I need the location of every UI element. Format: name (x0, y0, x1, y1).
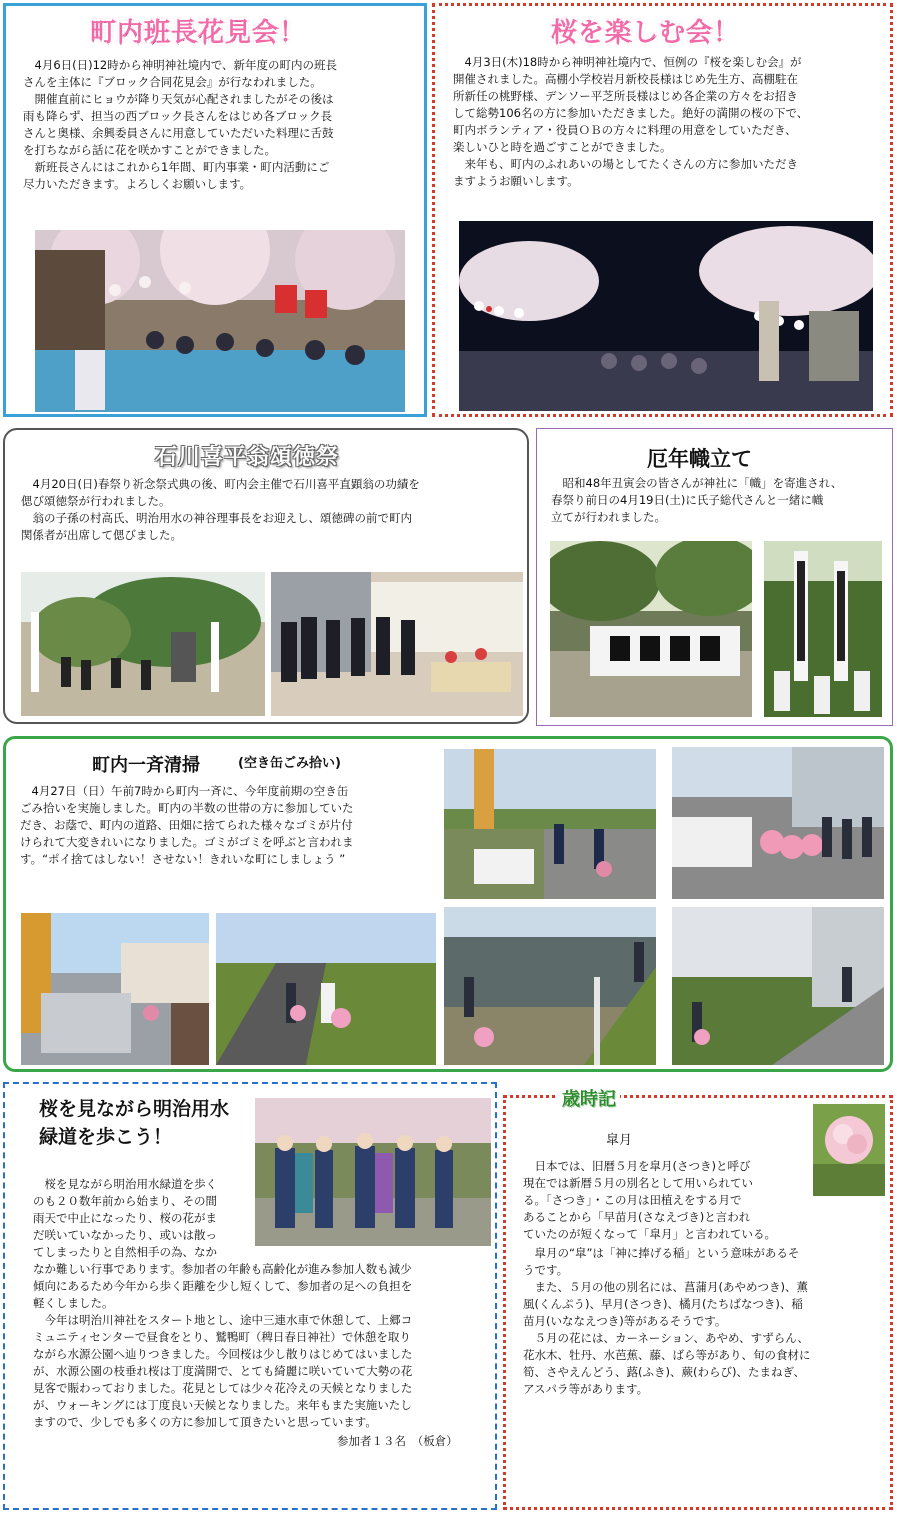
walk-title-line1: 桜を見ながら明治用水 (39, 1098, 230, 1120)
cleanup-photo-1 (444, 749, 656, 899)
hanami-section (3, 3, 427, 417)
saijiki-body-narrow: 日本では、旧暦５月を皐月(さつき)と呼び 現在では新暦５月の別名として用いられてい る。「さつき」・この月は田植えをする月で あることから「早苗月(さなえづき)と言われ ていたのが短くなって「皐月」と言われている。 (523, 1159, 776, 1241)
cleanup-section (3, 736, 893, 1072)
walk-title-line2: 緑道を歩こう！ (39, 1126, 173, 1148)
hanami-photo (35, 230, 405, 412)
saijiki-subtitle: 皐月 (606, 1133, 633, 1148)
ishikawa-section (3, 428, 529, 724)
saijiki-title: 歳時記 (558, 1085, 620, 1111)
carnation-photo (813, 1104, 885, 1196)
sakura-body: 4月3日(木)18時から神明神社境内で、恒例の『桜を楽しむ会』が 開催されました。高棚小学校岩月新校長様はじめ先生方、高棚駐在 所新任の桃野様、デンソー平芝所長様はじめ各企業の方々をお招き して総勢106名の方に参加いただきました。絶好の満開の桜の下で、 町内ボランティア・役員ＯＢの方々に料理の用意をしていただき、 楽しいひと時を過ごすことができました。 来年も、町内のふれあいの場としてたくさんの方に参加いただき ますようお願いします。 (453, 55, 809, 188)
sakura-section (432, 3, 893, 417)
cleanup-body: 4月27日（日）午前7時から町内一斉に、今年度前期の空き缶 ごみ拾いを実施しました。町内の半数の世帯の方に参加していた だき、お蔭で、町内の道路、田畑に捨てられた様々なゴミが片付 けられて大変きれいになりました。ゴミがゴミを呼ぶと言われま す。“ポイ捨てはしない！させない！きれいな町にしましょう ” (20, 784, 354, 866)
yakudoshi-photo-1 (550, 541, 752, 717)
ishikawa-photo-1 (21, 572, 265, 716)
walk-signature: 参加者１３名 （板倉） (337, 1434, 458, 1448)
yakudoshi-section (536, 428, 893, 726)
ishikawa-photo-2 (271, 572, 523, 716)
sakura-title: 桜を楽しむ会！ (551, 18, 741, 48)
sakura-photo (459, 221, 873, 411)
ishikawa-body: 4月20日(日)春祭り祈念祭式典の後、町内会主催で石川喜平直顕翁の功績を 偲び頌徳祭が行われました。 翁の子孫の村高氏、明治用水の神谷理事長をお迎えし、頌徳碑の前で町内 関係者が出席して偲びました。 (21, 477, 420, 542)
saijiki-body-wide: 皐月の“皐”は「神に捧げる稲」という意味があるそ うです。 また、５月の他の別名には、菖蒲月(あやめつき)、薫 風(くんぷう)、早月(さつき)、橘月(たちばなつき)、稲 苗月(いななえつき)等があるそうです。 ５月の花には、カーネーション、あやめ、すずらん、 花水木、牡丹、水芭蕉、藤、ばら等があり、旬の食材に 筍、さやえんどう、蕗(ふき)、蕨(わらび)、たまねぎ、 アスパラ等があります。 (523, 1246, 811, 1396)
cleanup-photo-2 (672, 747, 884, 899)
hanami-body: 4月6日(日)12時から神明神社境内で、新年度の町内の班長 さんを主体に『ブロック合同花見会』が行なわれました。 開催直前にヒョウが降り天気が心配されましたがその後は 雨も降らず、担当の西ブロック長さんをはじめ各ブロック長 さんと奥様、余興委員さんに用意していただいた料理に舌鼓 を打ちながら話に花を咲かすことができました。 新班長さんにはこれから1年間、町内事業・町内活動にご 尽力いただきます。よろしくお願いします。 (23, 58, 338, 191)
cleanup-photo-6 (672, 907, 884, 1065)
yakudoshi-title: 厄年幟立て (647, 447, 752, 471)
walk-section (3, 1082, 497, 1510)
walk-group-photo (255, 1098, 491, 1246)
yakudoshi-photo-2 (764, 541, 882, 717)
cleanup-photo-5 (444, 907, 656, 1065)
hanami-title: 町内班長花見会！ (90, 18, 307, 48)
ishikawa-title: 石川喜平翁頌徳祭 (155, 445, 340, 470)
cleanup-photo-4 (216, 913, 436, 1065)
cleanup-title: 町内一斉清掃 (92, 755, 200, 776)
yakudoshi-body: 昭和48年丑寅会の皆さんが神社に「幟」を寄進され、 春祭り前日の4月19日(土)に氏子総代さんと一緒に幟 立てが行われました。 (551, 476, 843, 524)
saijiki-section (503, 1095, 893, 1510)
walk-body-wide: なか難しい行事であります。参加者の年齢も高齢化が進み参加人数も減少 傾向にあるため今年から歩く距離を少し短くして、参加者の足への負担を 軽くしました。 今年は明治川神社をスタート地とし、途中三連水車で休憩して、上郷コ ミュニティセンターで昼食をとり、鷲鴨町（稗日春日神社）で休憩を取り ながら水源公園へ辿りつきました。今回桜は少し散りはじめてはいました が、水源公園の枝垂れ桜は丁度満開で、とても綺麗に咲いていて大勢の花 見客で賑わっておりました。花見としては少々花冷えの天候となりました が、ウォーキングには丁度良い天候となりました。来年もまた実施いたし ますので、少しでも多くの方に参加して頂きたいと思っています。 (33, 1262, 413, 1429)
cleanup-subtitle: (空き缶ごみ拾い) (238, 756, 341, 771)
cleanup-photo-3 (21, 913, 209, 1065)
walk-body-narrow: 桜を見ながら明治用水緑道を歩く のも２０数年前から始まり、その間 雨天で中止になったり、桜の花がま だ咲いていなかったり、或いは散っ てしまったりと自然相手の為、なか (33, 1177, 217, 1259)
